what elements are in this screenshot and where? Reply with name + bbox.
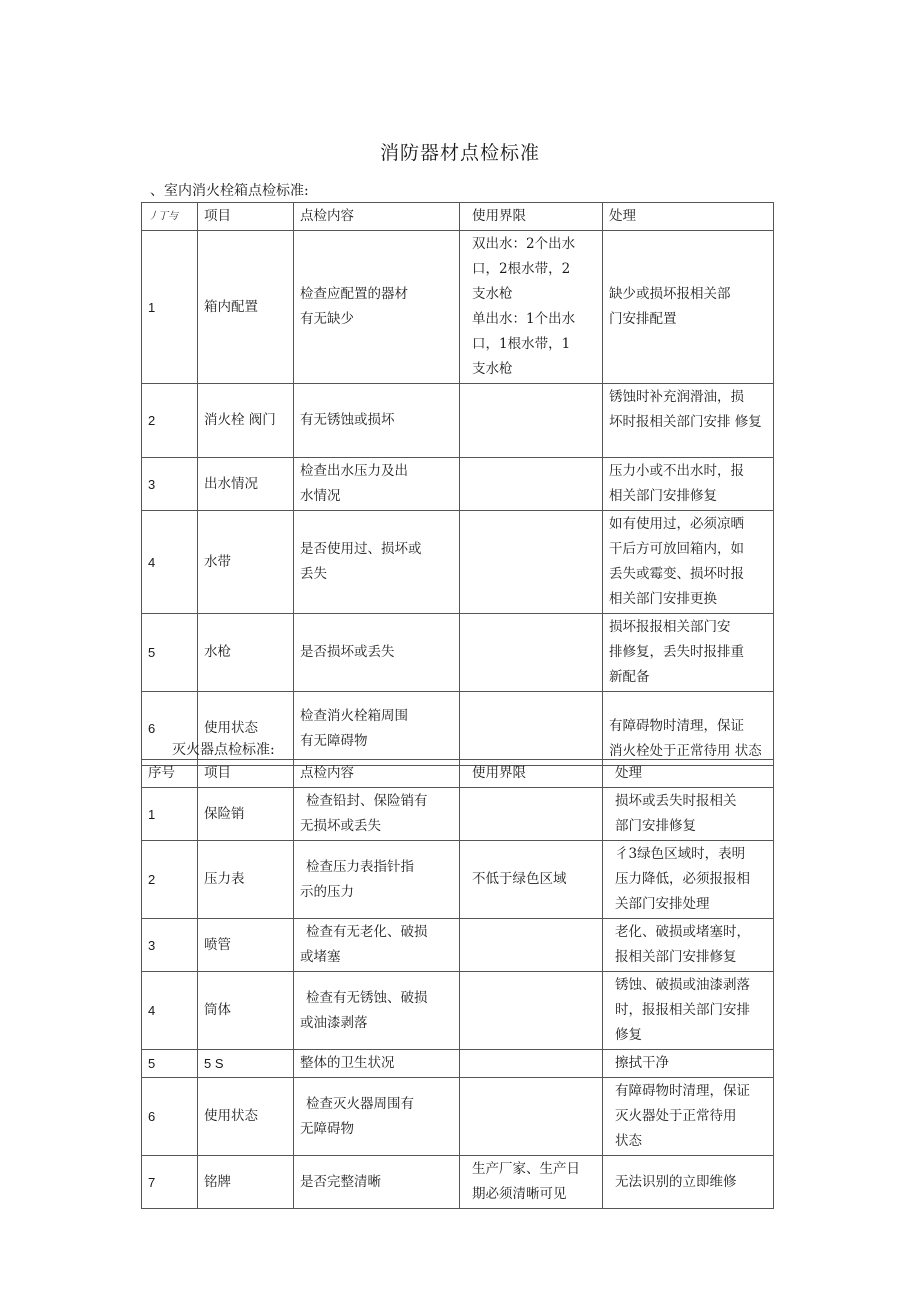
handling-line: 丢失或霉变、损坏时报 <box>609 566 744 582</box>
handling-line: 相关部门安排修复 <box>609 488 717 504</box>
row-content <box>294 919 460 972</box>
row-limit <box>460 919 603 972</box>
row-handling <box>603 231 774 384</box>
handling-line: 有障碍物时清理，保证 <box>609 718 744 734</box>
row-item: 使用状态 <box>198 1078 294 1156</box>
row-no: 1 <box>142 231 198 384</box>
handling-line: 干后方可放回箱内，如 <box>609 541 744 557</box>
handling-line: 门安排配置 <box>609 311 677 327</box>
row-no: 6 <box>142 692 198 766</box>
row-content <box>294 511 460 614</box>
content-line: 示的压力 <box>300 883 354 900</box>
row-handling <box>603 1156 774 1209</box>
handling-line: 修复 <box>615 1027 642 1043</box>
hydrant-inspection-table <box>141 202 774 766</box>
table-row <box>142 231 774 384</box>
row-content <box>294 692 460 766</box>
row-handling <box>603 458 774 511</box>
row-content <box>294 1050 460 1078</box>
extinguisher-inspection-table <box>141 759 774 1209</box>
table-row <box>142 788 774 841</box>
content-line: 丢失 <box>300 566 327 582</box>
row-item: 使用状态 <box>198 692 294 766</box>
table-row <box>142 384 774 458</box>
row-handling <box>603 384 774 458</box>
row-no: 2 <box>142 384 198 458</box>
content-line: 检查应配置的器材 <box>300 286 408 302</box>
row-handling <box>603 841 774 919</box>
handling-line: 排修复，丢失时报排重 <box>609 644 744 660</box>
limit-line: 双出水：2个出水 <box>472 236 576 252</box>
content-line: 或油漆剥落 <box>300 1014 368 1031</box>
content-line: 检查出水压力及出 <box>300 463 408 479</box>
table-row <box>142 511 774 614</box>
limit-line: 期必须清晰可见 <box>472 1186 567 1202</box>
row-no: 1 <box>142 788 198 841</box>
row-limit <box>460 972 603 1050</box>
header-handling: 处理 <box>603 760 774 788</box>
content-line: 是否损坏或丢失 <box>300 644 395 660</box>
content-line: 或堵塞 <box>300 949 341 965</box>
row-content <box>294 384 460 458</box>
section-heading-extinguisher: 灭火器点检标准: <box>172 742 275 758</box>
row-limit <box>460 458 603 511</box>
handling-line: 老化、破损或堵塞时， <box>615 924 750 940</box>
content-line: 整体的卫生状况 <box>300 1055 395 1071</box>
row-no: 3 <box>142 919 198 972</box>
limit-line: 支水枪 <box>472 361 513 377</box>
row-no: 3 <box>142 458 198 511</box>
handling-line: 坏时报相关部门安排 修复 <box>609 414 762 430</box>
row-no: 6 <box>142 1078 198 1156</box>
header-content: 点检内容 <box>294 203 460 231</box>
row-no: 2 <box>142 841 198 919</box>
row-limit <box>460 1078 603 1156</box>
table-header-row <box>142 203 774 231</box>
table-row <box>142 1050 774 1078</box>
handling-line: 擦拭干净 <box>615 1055 669 1071</box>
row-content <box>294 788 460 841</box>
handling-line: 关部门安排处理 <box>615 896 710 912</box>
table-header-row <box>142 760 774 788</box>
table-row <box>142 1078 774 1156</box>
row-no: 4 <box>142 972 198 1050</box>
limit-line: 支水枪 <box>472 286 513 302</box>
table-row <box>142 972 774 1050</box>
row-handling <box>603 972 774 1050</box>
row-item: 喷管 <box>198 919 294 972</box>
limit-line: 单出水：1个出水 <box>472 311 576 327</box>
handling-line: 有障碍物时清理，保证 <box>615 1083 750 1099</box>
row-handling <box>603 1050 774 1078</box>
section-heading-hydrant: 、室内消火栓箱点检标准: <box>150 183 309 199</box>
handling-line: 时，报报相关部门安排 <box>615 1002 750 1018</box>
row-item: 压力表 <box>198 841 294 919</box>
header-limit: 使用界限 <box>460 203 603 231</box>
row-item: 箱内配置 <box>198 231 294 384</box>
limit-line: 生产厂家、生产日 <box>472 1161 580 1177</box>
limit-line: 口，2根水带，2 <box>472 261 571 277</box>
row-item: 5 S <box>198 1050 294 1078</box>
row-limit <box>460 511 603 614</box>
table-row <box>142 919 774 972</box>
content-line: 无损坏或丢失 <box>300 818 381 834</box>
content-line: 水情况 <box>300 488 341 504</box>
row-content <box>294 1078 460 1156</box>
handling-line: 如有使用过，必须凉晒 <box>609 516 744 532</box>
handling-line: 无法识别的立即维修 <box>615 1173 737 1190</box>
row-limit <box>460 1156 603 1209</box>
header-serial: 丿丁与 <box>142 203 198 231</box>
content-line: 有无锈蚀或损坏 <box>300 412 395 428</box>
header-item: 项目 <box>198 203 294 231</box>
header-content: 点检内容 <box>294 760 460 788</box>
content-line: 检查铅封、保险销有 <box>306 793 428 809</box>
row-limit <box>460 841 603 919</box>
row-limit <box>460 1050 603 1078</box>
handling-line: 状态 <box>615 1133 642 1149</box>
row-handling <box>603 788 774 841</box>
handling-line: 相关部门安排更换 <box>609 591 717 607</box>
handling-line: 压力小或不出水时，报 <box>609 463 744 479</box>
handling-line: 压力降低，必须报报相 <box>615 871 750 887</box>
handling-line: 灭火器处于正常待用 <box>615 1108 737 1124</box>
content-line: 检查灭火器周围有 <box>306 1095 414 1112</box>
row-item: 水带 <box>198 511 294 614</box>
table-row <box>142 458 774 511</box>
handling-line: 缺少或损坏报相关部 <box>609 286 731 302</box>
page-title: 消防器材点检标准 <box>379 142 540 164</box>
content-line: 有无障碍物 <box>300 732 368 749</box>
handling-line: 彳3绿色区域时，表明 <box>615 846 746 862</box>
row-limit <box>460 384 603 458</box>
row-no: 5 <box>142 1050 198 1078</box>
content-line: 有无缺少 <box>300 311 354 327</box>
row-item: 水枪 <box>198 614 294 692</box>
row-no: 4 <box>142 511 198 614</box>
handling-line: 部门安排修复 <box>615 818 696 834</box>
handling-line: 损坏或丢失时报相关 <box>615 793 737 809</box>
content-line: 无障碍物 <box>300 1120 354 1137</box>
row-item: 铭牌 <box>198 1156 294 1209</box>
content-line: 是否完整清晰 <box>300 1173 381 1190</box>
row-item: 消火栓 阀门 <box>198 384 294 458</box>
row-content <box>294 841 460 919</box>
row-item: 出水情况 <box>198 458 294 511</box>
content-line: 检查有无老化、破损 <box>306 924 428 940</box>
row-limit <box>460 231 603 384</box>
content-line: 检查消火栓箱周围 <box>300 707 408 724</box>
content-line: 检查压力表指针指 <box>306 858 414 875</box>
row-handling <box>603 511 774 614</box>
handling-line: 消火栓处于正常待用 状态 <box>609 743 762 759</box>
row-content <box>294 614 460 692</box>
handling-line: 损坏报报相关部门安 <box>609 619 731 635</box>
row-limit <box>460 614 603 692</box>
header-limit: 使用界限 <box>460 760 603 788</box>
row-handling <box>603 614 774 692</box>
row-item: 筒体 <box>198 972 294 1050</box>
row-content <box>294 1156 460 1209</box>
content-line: 是否使用过、损坏或 <box>300 541 422 557</box>
row-content <box>294 458 460 511</box>
limit-line: 不低于绿色区域 <box>472 871 567 887</box>
row-item: 保险销 <box>198 788 294 841</box>
row-no: 7 <box>142 1156 198 1209</box>
header-handling: 处理 <box>603 203 774 231</box>
handling-line: 新配备 <box>609 669 650 685</box>
row-content <box>294 231 460 384</box>
table-row <box>142 841 774 919</box>
table-row <box>142 1156 774 1209</box>
row-handling <box>603 919 774 972</box>
handling-line: 报相关部门安排修复 <box>615 949 737 965</box>
table-row <box>142 614 774 692</box>
row-no: 5 <box>142 614 198 692</box>
content-line: 检查有无锈蚀、破损 <box>306 989 428 1006</box>
header-item: 项目 <box>198 760 294 788</box>
row-content <box>294 972 460 1050</box>
row-handling <box>603 1078 774 1156</box>
row-limit <box>460 692 603 766</box>
row-handling <box>603 692 774 766</box>
handling-line: 锈蚀时补充润滑油，损 <box>609 389 744 405</box>
row-limit <box>460 788 603 841</box>
limit-line: 口，1根水带，1 <box>472 336 571 352</box>
handling-line: 锈蚀、破损或油漆剥落 <box>615 977 750 993</box>
header-serial: 序号 <box>142 760 198 788</box>
